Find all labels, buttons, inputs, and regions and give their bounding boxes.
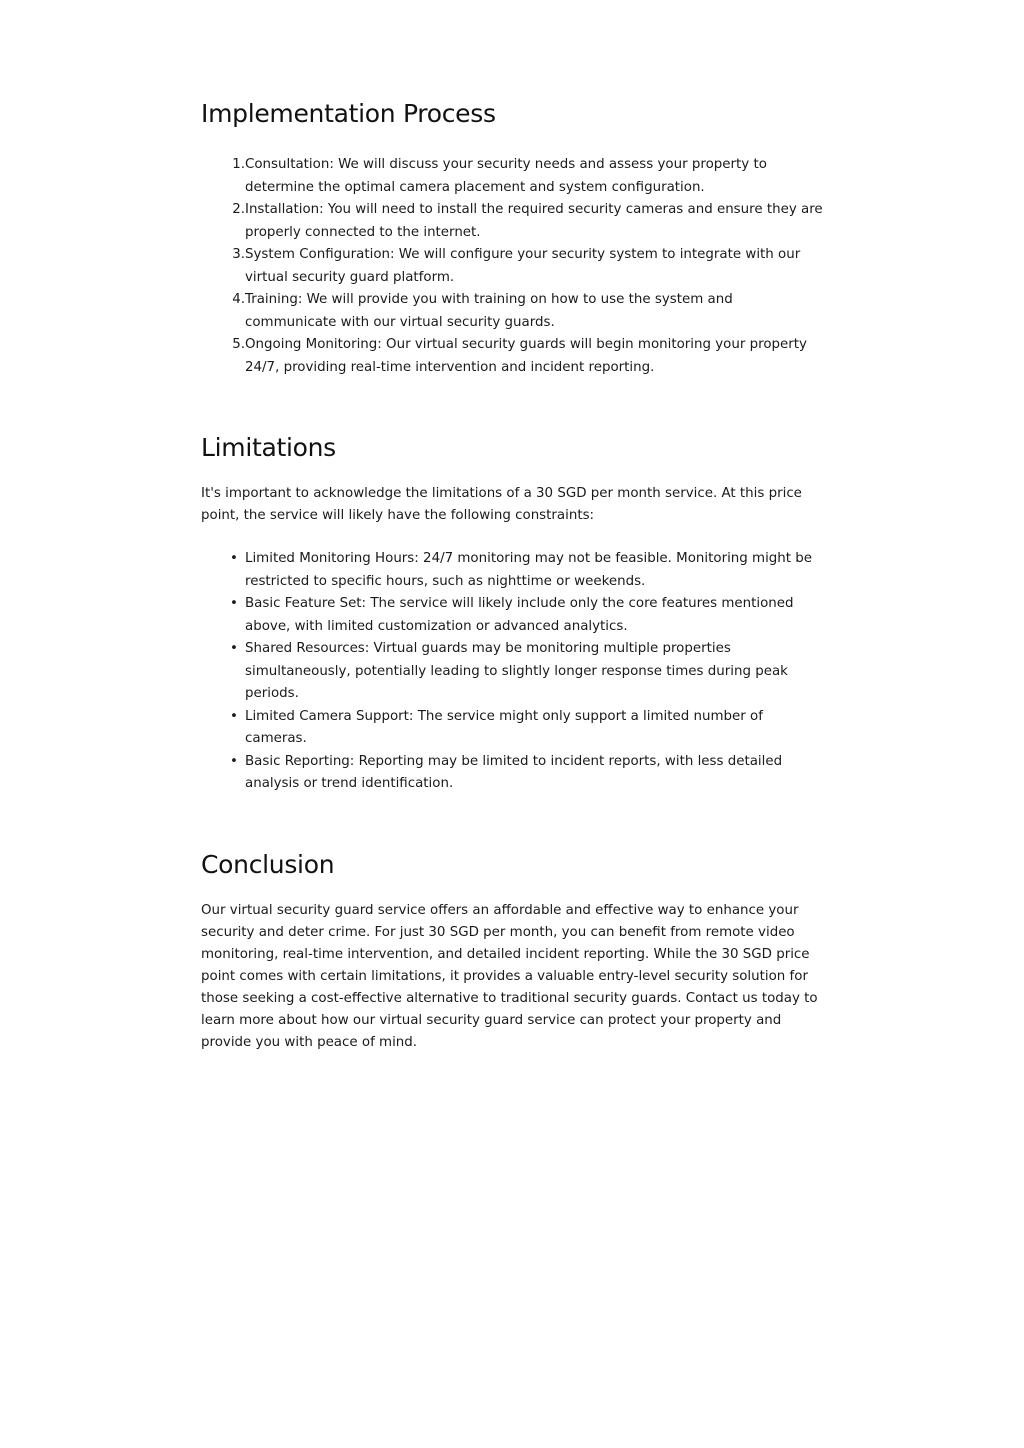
bullet-text: Basic Reporting: Reporting may be limited to incident reports, with less detailed analysis or trend identification. — [245, 753, 783, 791]
list-item — [201, 244, 823, 289]
step-number: 1. — [232, 157, 245, 172]
list-item — [201, 751, 823, 796]
conclusion-paragraph: Our virtual security guard service offers an affordable and effective way to enhance your security and deter crime. For just 30 SGD per month, you can benefit from remote video monitoring, real-time intervention, and detailed incident reporting. While the 30 SGD price point comes with certain limitations, it provides a valuable entry-level security solution for those seeking a cost-effective alternative to traditional security guards. Contact us today to learn more about how our virtual security guard service can protect your property and provide you with peace of mind. — [201, 902, 818, 1050]
section-heading-limitations: Limitations — [201, 433, 336, 462]
bullet-icon: • — [230, 641, 238, 656]
bullet-icon: • — [230, 596, 238, 611]
list-item — [201, 548, 823, 593]
section-heading-implementation: Implementation Process — [201, 99, 496, 128]
list-item — [201, 289, 823, 334]
section-heading-conclusion: Conclusion — [201, 849, 335, 879]
step-number: 2. — [232, 202, 245, 217]
step-text: Training: We will provide you with training on how to use the system and communicate with our virtual security guards. — [245, 292, 733, 330]
limitations-intro-paragraph: It's important to acknowledge the limitations of a 30 SGD per month service. At this price point, the service will likely have the following constraints: — [201, 486, 802, 523]
step-number: 5. — [232, 337, 245, 352]
step-text: System Configuration: We will configure your security system to integrate with our virtual security guard platform. — [245, 247, 801, 285]
step-text: Consultation: We will discuss your security needs and assess your property to determine the optimal camera placement and system configuration. — [245, 157, 767, 195]
bullet-text: Shared Resources: Virtual guards may be monitoring multiple properties simultaneously, potentially leading to slightly longer response times during peak periods. — [245, 641, 788, 701]
bullet-icon: • — [230, 753, 238, 769]
step-text: Installation: You will need to install the required security cameras and ensure they are properly connected to the internet. — [245, 202, 823, 240]
step-text: Ongoing Monitoring: Our virtual security guards will begin monitoring your property 24/7, providing real-time intervention and incident reporting. — [245, 337, 807, 375]
bullet-text: Limited Camera Support: The service might only support a limited number of cameras. — [245, 708, 763, 746]
bullet-text: Limited Monitoring Hours: 24/7 monitoring may not be feasible. Monitoring might be restricted to specific hours, such as nighttime or weekends. — [245, 551, 813, 589]
list-item — [201, 199, 823, 244]
step-number: 4. — [232, 292, 245, 307]
implementation-steps-list — [201, 154, 823, 379]
list-item — [201, 638, 823, 706]
list-item — [201, 154, 823, 199]
limitations-bullet-list — [201, 548, 823, 796]
step-number: 3. — [232, 247, 245, 262]
list-item — [201, 593, 823, 638]
bullet-text: Basic Feature Set: The service will likely include only the core features mentioned above, with limited customization or advanced analytics. — [245, 596, 794, 634]
bullet-icon: • — [230, 708, 238, 724]
list-item — [201, 706, 823, 751]
page-content — [201, 96, 823, 1054]
list-item — [201, 334, 823, 379]
bullet-icon: • — [230, 551, 238, 566]
